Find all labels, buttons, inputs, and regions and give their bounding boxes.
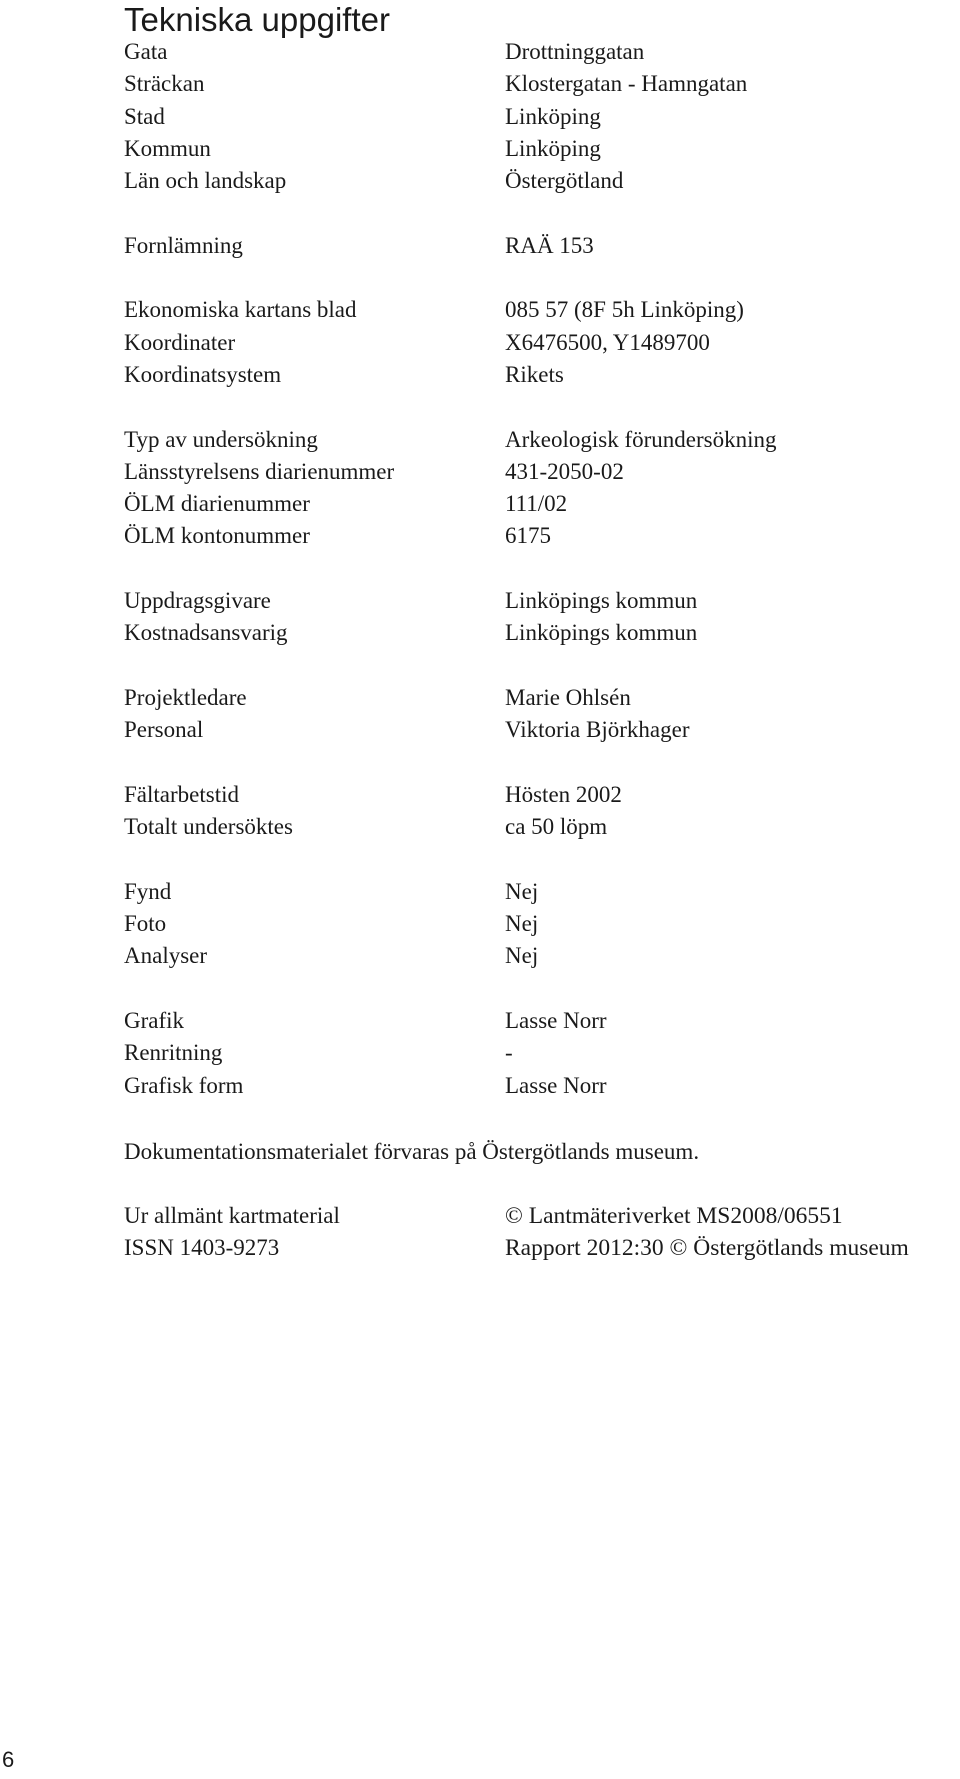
- detail-row-olm-diarienummer: [124, 488, 954, 520]
- detail-value: Östergötland: [505, 168, 624, 194]
- detail-value: Rikets: [505, 361, 564, 387]
- detail-value: Hösten 2002: [505, 781, 622, 807]
- detail-label: Kostnadsansvarig: [124, 620, 288, 646]
- detail-row-typ: [124, 424, 954, 456]
- detail-row-koordinater: [124, 327, 954, 359]
- detail-value: Nej: [505, 911, 539, 937]
- detail-row-olm-kontonummer: [124, 520, 954, 552]
- publication-info: [124, 1200, 954, 1265]
- detail-row-stad: [124, 101, 954, 133]
- page-number: 6: [2, 1747, 15, 1772]
- footer-label: Ur allmänt kartmaterial: [124, 1203, 340, 1228]
- detail-label: Grafik: [124, 1007, 185, 1033]
- detail-label: Sträckan: [124, 71, 205, 97]
- detail-value: 431-2050-02: [505, 458, 624, 484]
- detail-label: Uppdragsgivare: [124, 588, 271, 614]
- detail-label: Personal: [124, 717, 204, 743]
- detail-value: Linköping: [505, 135, 601, 161]
- detail-value: Nej: [505, 878, 539, 904]
- detail-value: Marie Ohlsén: [505, 684, 631, 710]
- detail-label: ÖLM diarienummer: [124, 491, 310, 517]
- detail-label: Stad: [124, 103, 165, 129]
- detail-value: ca 50 löpm: [505, 814, 608, 840]
- detail-value: Drottninggatan: [505, 39, 645, 64]
- detail-value: Klostergatan - Hamngatan: [505, 71, 748, 97]
- detail-label: Totalt undersöktes: [124, 814, 293, 840]
- detail-row-analyser: [124, 940, 954, 972]
- detail-label: Gata: [124, 39, 168, 64]
- footer-row-kartmaterial: [124, 1200, 954, 1232]
- detail-value: Nej: [505, 943, 539, 969]
- detail-row-koordinatsystem: [124, 359, 954, 391]
- detail-row-gata: [124, 36, 954, 68]
- detail-row-kartblad: [124, 294, 954, 326]
- detail-label: Fältarbetstid: [124, 781, 239, 807]
- detail-row-foto: [124, 908, 954, 940]
- detail-value: -: [505, 1040, 513, 1066]
- detail-value: 085 57 (8F 5h Linköping): [505, 297, 744, 323]
- detail-value: Lasse Norr: [505, 1007, 607, 1033]
- detail-label: Renritning: [124, 1040, 223, 1066]
- detail-label: Ekonomiska kartans blad: [124, 297, 357, 323]
- detail-label: Grafisk form: [124, 1072, 244, 1098]
- detail-row-renritning: [124, 1037, 954, 1069]
- detail-value: Linköpings kommun: [505, 620, 698, 646]
- detail-row-personal: [124, 714, 954, 746]
- detail-label: Projektledare: [124, 684, 247, 710]
- detail-value: Linköping: [505, 103, 601, 129]
- footer-row-issn: [124, 1232, 954, 1264]
- detail-row-fynd: [124, 876, 954, 908]
- page-title: Tekniska uppgifter: [124, 1, 390, 38]
- detail-label: Fornlämning: [124, 232, 243, 258]
- technical-details-list: [124, 36, 954, 1102]
- detail-row-grafik: [124, 1005, 954, 1037]
- detail-row-uppdragsgivare: [124, 585, 954, 617]
- detail-value: Linköpings kommun: [505, 588, 698, 614]
- archive-statement: Dokumentationsmaterialet förvaras på Östergötlands museum.: [124, 1139, 700, 1164]
- detail-row-totalt: [124, 811, 954, 843]
- detail-row-projektledare: [124, 682, 954, 714]
- detail-label: Koordinater: [124, 329, 236, 355]
- footer-label: ISSN 1403-9273: [124, 1235, 280, 1261]
- detail-label: Koordinatsystem: [124, 361, 282, 387]
- detail-label: Fynd: [124, 878, 172, 904]
- detail-value: Arkeologisk förundersökning: [505, 426, 777, 452]
- detail-value: 6175: [505, 523, 551, 549]
- detail-row-strackan: [124, 68, 954, 100]
- detail-row-fornlamning: [124, 230, 954, 262]
- detail-label: ÖLM kontonummer: [124, 523, 310, 549]
- detail-row-lan: [124, 165, 954, 197]
- detail-row-lst-diarienummer: [124, 456, 954, 488]
- detail-row-kostnadsansvarig: [124, 617, 954, 649]
- detail-label: Analyser: [124, 943, 208, 969]
- detail-row-grafisk-form: [124, 1070, 954, 1102]
- detail-value: Lasse Norr: [505, 1072, 607, 1098]
- detail-label: Länsstyrelsens diarienummer: [124, 458, 395, 484]
- detail-label: Kommun: [124, 135, 211, 161]
- detail-label: Län och landskap: [124, 168, 287, 194]
- detail-value: 111/02: [505, 491, 568, 517]
- detail-label: Typ av undersökning: [124, 426, 318, 452]
- footer-value: © Lantmäteriverket MS2008/06551: [505, 1203, 843, 1229]
- detail-row-kommun: [124, 133, 954, 165]
- detail-label: Foto: [124, 911, 167, 937]
- detail-value: X6476500, Y1489700: [505, 329, 710, 355]
- detail-value: RAÄ 153: [505, 232, 594, 258]
- footer-value: Rapport 2012:30 © Östergötlands museum: [505, 1235, 909, 1262]
- detail-row-faltarbetstid: [124, 779, 954, 811]
- detail-value: Viktoria Björkhager: [505, 717, 690, 743]
